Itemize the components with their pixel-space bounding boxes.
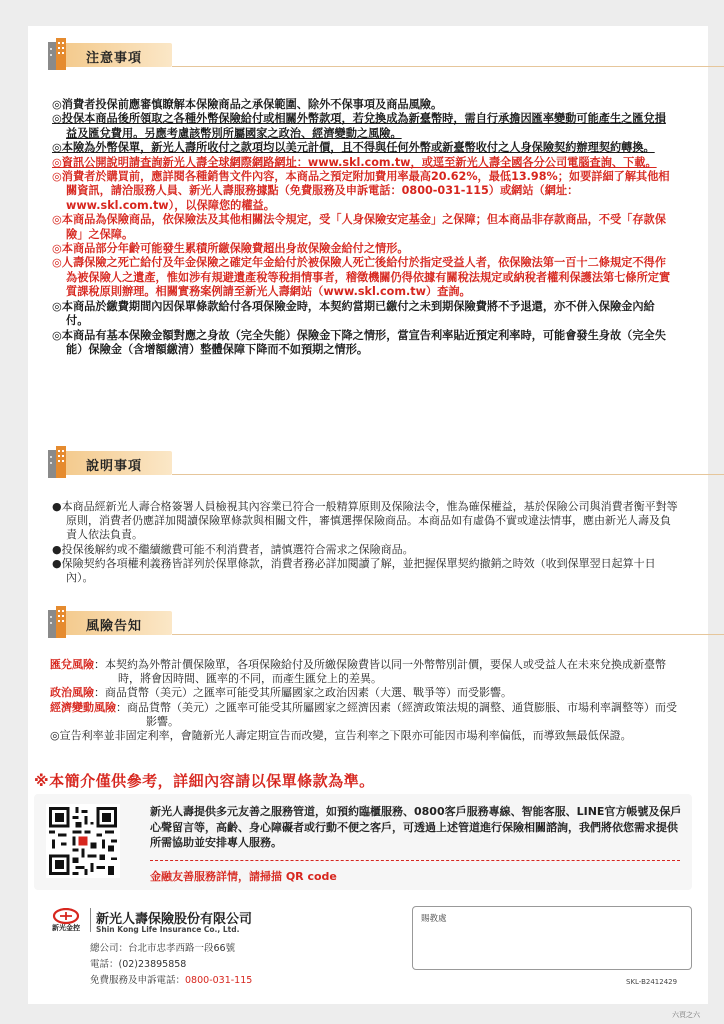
company-contact [90,941,252,989]
notes-item: ◎資訊公開說明請查詢新光人壽全球網際網路網址：www.skl.com.tw，或逕至新光人壽全國各分公司電腦查詢、下載。 [52,155,657,169]
notes-item: ◎本商品於繳費期間內因保單條款給付各項保險金時，本契約當期已繳付之未到期保險費將不予退還，亦不併入保險金內給付。 [52,299,655,328]
shin-kong-logo-icon [46,908,86,932]
notes-item: ◎人壽保險之死亡給付及年金保險之確定年金給付於被保險人死亡後給付於指定受益人者，依保險法第一百十二條規定不得作為被保險人之遺產，惟如涉有規避遺產稅等稅捐情事者，稽徵機關仍得依據有關稅法規定或納稅者權利保護法第七條所定實質課稅原則辦理。相關實務案例請至新光人壽網站（www.skl.com.tw）查詢。 [52,256,671,299]
risk-text: ：商品貨幣（美元）之匯率可能受其所屬國家之經濟因素（經濟政策法規的調整、通貨膨脹、市場利率調整等）而受影響。 [116,700,677,728]
explain-title: 說明事項 [86,459,143,474]
page-number: 六頁之六 [672,1011,700,1019]
risk-text: ：商品貨幣（美元）之匯率可能受其所屬國家之政治因素（大選、戰爭等）而受影響。 [94,686,512,700]
header-divider [172,474,724,475]
building-icon [46,606,68,638]
company-address: 總公司：台北市忠孝西路一段66號 [90,943,236,954]
company-phone: 電話：(02)23895858 [90,959,187,970]
logo-text: 新光金控 [52,924,80,932]
company-name-en: Shin Kong Life Insurance Co., Ltd. [96,925,240,934]
company-name-zh: 新光人壽保險股份有限公司 [96,912,253,927]
header-divider [172,634,724,635]
notes-title: 注意事項 [86,51,143,66]
risk-item [50,658,680,686]
explain-item: ●本商品經新光人壽合格簽署人員檢視其內容業已符合一般精算原則及保險法令，惟為確保權益，基於保險公司與消費者衡平對等原則，消費者仍應詳加閱讀保險單條款與相關文件，審慎選擇保險商品。本商品如有虛偽不實或違法情事，應由新光人壽及負責人依法負責。 [52,500,678,542]
risk-item [50,686,680,700]
header-divider [172,66,724,67]
agent-stamp-box [412,906,692,970]
notes-list [52,98,676,357]
notes-item: ◎投保本商品後所領取之各種外幣保險給付或相關外幣款項，若兌換成為新臺幣時，需自行承擔因匯率變動可能產生之匯兌損益及匯兌費用。另應考慮該幣別所屬國家之政治、經濟變動之風險。 [52,112,666,140]
notes-item: ◎本商品有基本保險金額對應之身故（完全失能）保險金下降之情形，當宣告利率貼近預定利率時，可能會發生身故（完全失能）保險金（含增額繳清）整體保障下降而不如預期之情形。 [52,328,666,356]
risk-list [50,658,680,743]
risk-title: 風險告知 [86,619,143,634]
risk-label: 匯兌風險 [50,658,94,671]
stamp-label: 賜教處 [421,914,447,924]
risk-item [50,701,680,729]
explain-item: ●投保後解約或不繼續繳費可能不利消費者，請慎選符合需求之保險商品。 [52,542,414,556]
qr-code-icon[interactable] [46,804,120,878]
reference-notice: ※本簡介僅供參考，詳細內容請以保單條款為準。 [34,772,375,790]
hotline-number[interactable]: 0800-031-115 [185,975,253,986]
document-code: SKL-B2412429 [626,978,678,986]
building-icon [46,38,68,70]
service-divider [150,860,680,861]
service-qr-link[interactable]: 金融友善服務詳情，請掃描 QR code [150,870,337,883]
hotline-row [90,973,252,989]
explain-item: ●保險契約各項權利義務皆詳列於保單條款，消費者務必詳加閱讀了解，並把握保單契約撤銷之時效（收到保單翌日起算十日內）。 [52,556,656,585]
building-icon [46,446,68,478]
footer-divider [90,908,91,932]
notes-item: ◎本商品為保險商品，依保險法及其他相關法令規定，受「人身保險安定基金」之保障；但本商品非存款商品，不受「存款保險」之保障。 [52,213,666,241]
explain-list [52,500,678,585]
risk-item [50,729,680,743]
service-box [34,794,692,890]
risk-label: 經濟變動風險 [50,700,116,714]
notes-item: ◎本險為外幣保單，新光人壽所收付之款項均以美元計價，且不得與任何外幣或新臺幣收付之人身保險契約辦理契約轉換。 [52,141,655,155]
hotline-label: 免費服務及申訴電話： [90,975,186,986]
risk-text: ◎宣告利率並非固定利率，會隨新光人壽定期宣告而改變，宣告利率之下限亦可能因市場利率偏低，而導致無最低保證。 [50,729,632,743]
risk-label: 政治風險 [50,686,94,700]
notes-item: ◎本商品部分年齡可能發生累積所繳保險費超出身故保險金給付之情形。 [52,242,409,256]
risk-text: ：本契約為外幣計價保險單，各項保險給付及所繳保險費皆以同一外幣幣別計價，要保人或受益人在未來兌換成新臺幣時，將會因時間、匯率的不同，而產生匯兌上的差異。 [94,658,666,686]
notes-item: ◎消費者於購買前，應詳閱各種銷售文件內容，本商品之預定附加費用率最高20.62%，最低13.98%；如要詳細了解其他相關資訊，請洽服務人員、新光人壽服務據點（免費服務及申訴電話：0800-031-115）或網站（網址：www.skl.com.tw），以保障您的權益。 [52,170,670,212]
service-description: 新光人壽提供多元友善之服務管道，如預約臨櫃服務、0800客戶服務專線、智能客服、LINE官方帳號及保戶心聲留言等，高齡、身心障礙者或行動不便之客戶，可透過上述管道進行保險相關諮詢，我們將依您需求提供所需協助並安排專人服務。 [150,805,682,849]
notes-item: ◎消費者投保前應審慎瞭解本保險商品之承保範圍、除外不保事項及商品風險。 [52,98,443,111]
